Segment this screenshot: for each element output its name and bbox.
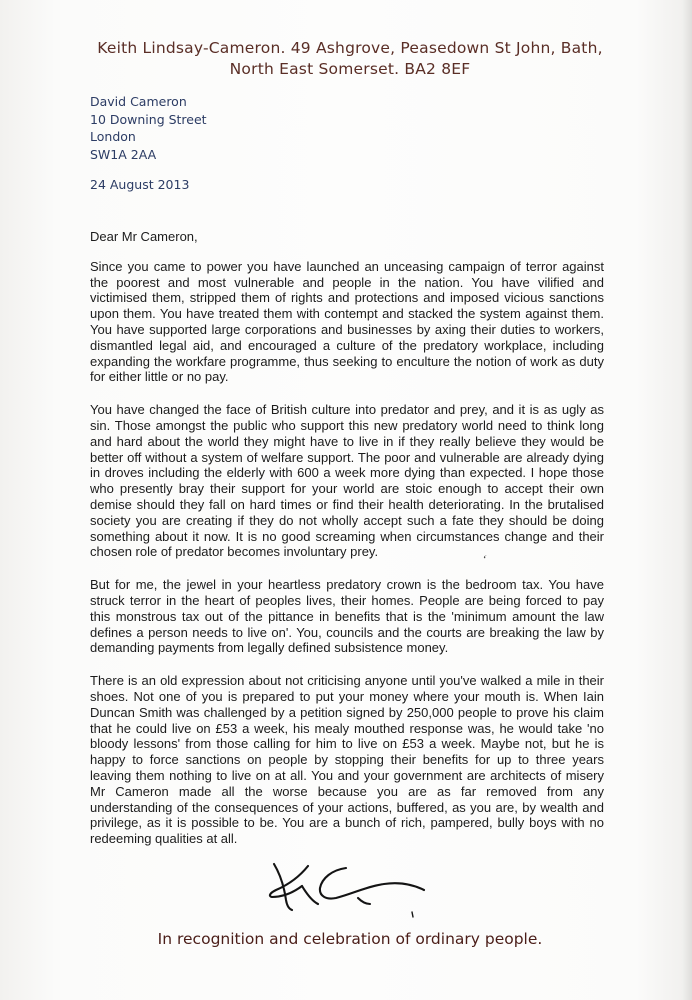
page-edge-shadow — [682, 0, 692, 1000]
recipient-street: 10 Downing Street — [90, 111, 207, 127]
salutation: Dear Mr Cameron, — [90, 229, 198, 244]
footer-tagline: In recognition and celebration of ordinary people. — [157, 930, 543, 948]
letter-date: 24 August 2013 — [90, 177, 190, 192]
handwritten-signature — [262, 856, 432, 918]
letterhead — [60, 38, 640, 80]
paragraph-3: But for me, the jewel in your heartless predatory crown is the bedroom tax. You have struck terror in the heart of peoples lives, their homes. People are being forced to pay this monstrous tax out of the pittance in benefits that is the 'minimum amount the law defines a person needs to live on'. You, councils and the courts are breaking the law by demanding payments from legally defined subsistence money. — [90, 577, 604, 656]
paragraph-2: You have changed the face of British culture into predator and prey, and it is as ugly as sin. Those amongst the public who support this new predatory world need to think long and hard about the world they might have to live in if they really believe they would be better off without a system of welfare support. The poor and vulnerable are already dying in droves including the elderly with 600 a week more dying than expected. I hope those who presently bray their support for your world are stoic enough to accept their own demise should they fall on hard times or find their health deteriorating. In the brutalised society you are creating if they do not wholly accept such a fate they should be doing something about it now. It is no good screaming when circumstances change and their chosen role of predator becomes involuntary prey. — [90, 402, 604, 560]
recipient-name: David Cameron — [90, 94, 187, 109]
recipient-postcode: SW1A 2AA — [90, 146, 157, 162]
recipient-city: London — [90, 129, 136, 145]
stray-pen-mark: ‘ — [479, 551, 489, 567]
letterhead-line-2: North East Somerset. BA2 8EF — [229, 60, 471, 78]
letter-body — [90, 229, 604, 864]
recipient-address — [90, 93, 207, 163]
letterhead-line-1: Keith Lindsay-Cameron. 49 Ashgrove, Peasedown St John, Bath, — [97, 39, 603, 57]
paragraph-4: There is an old expression about not criticising anyone until you've walked a mile in their shoes. Not one of you is prepared to put your money where your mouth is. When Iain Duncan Smith was challenged by a petition signed by 250,000 people to prove his claim that he could live on £53 a week, his mealy mouthed response was, he would take 'no bloody lessons' from those calling for him to live on £53 a week. Maybe not, but he is happy to force sanctions on people by stopping their benefits for up to three years leaving them nothing to live on at all. You and your government are architects of misery Mr Cameron made all the worse because you are as far removed from any understanding of the consequences of your actions, buffered, as you are, by wealth and privilege, as it is possible to be. You are a bunch of rich, pampered, bully boys with no redeeming qualities at all. — [90, 673, 604, 847]
paragraph-1: Since you came to power you have launched an unceasing campaign of terror against the poorest and most vulnerable and people in the nation. You have vilified and victimised them, stripped them of rights and protections and imposed vicious sanctions upon them. You have treated them with contempt and stacked the system against them. You have supported large corporations and businesses by axing their duties to workers, dismantled legal aid, and encouraged a culture of the predatory workplace, including expanding the workfare programme, thus seeking to enculture the notion of work as duty for either little or no pay. — [90, 258, 604, 385]
